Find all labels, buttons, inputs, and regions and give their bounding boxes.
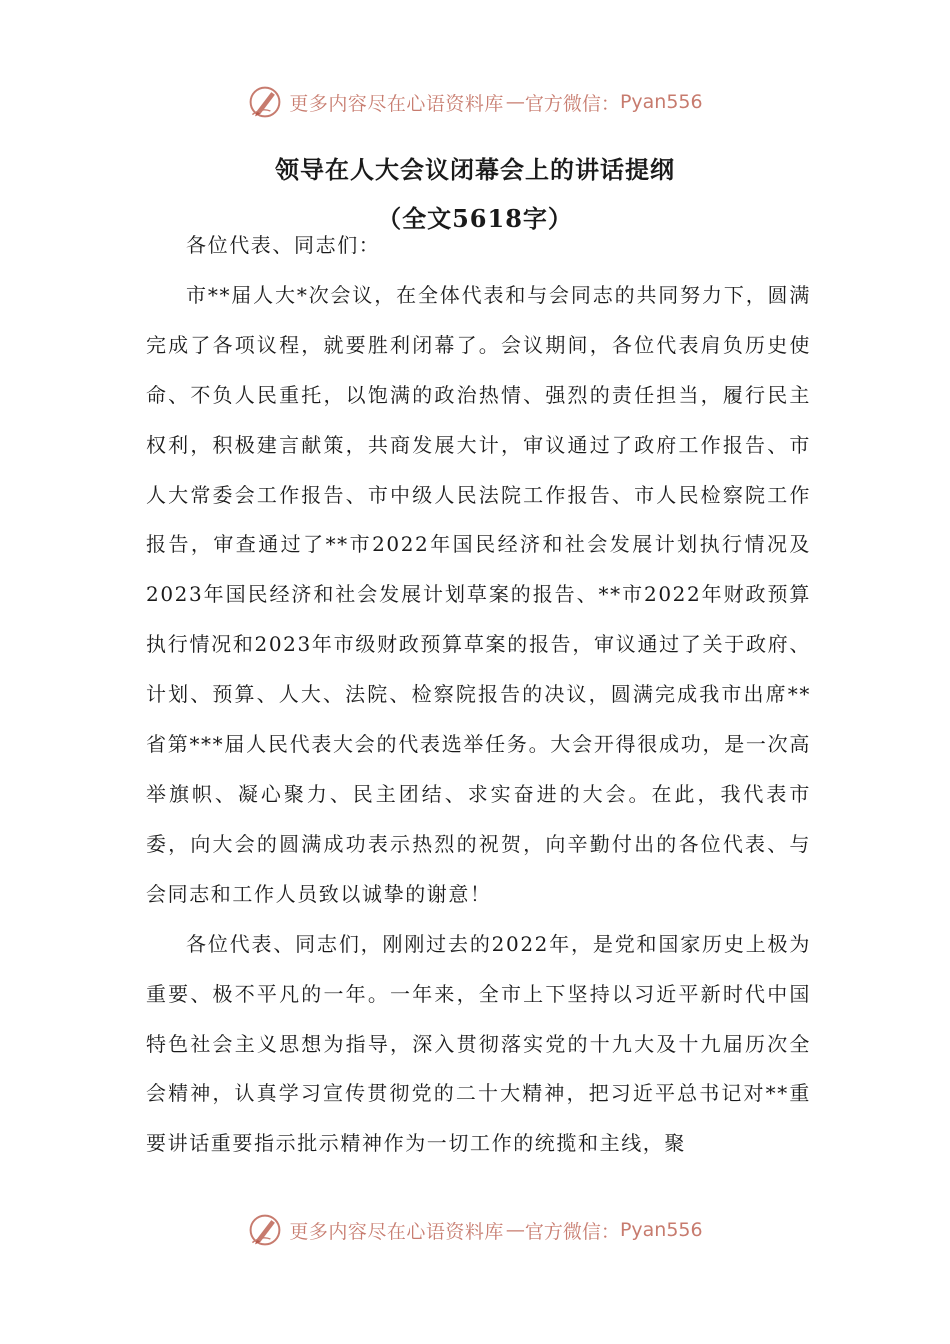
watermark-dash: —	[505, 1219, 523, 1241]
watermark-header	[0, 82, 950, 122]
paragraph: 各位代表、同志们，刚刚过去的2022年，是党和国家历史上极为重要、极不平凡的一年。一年来，全市上下坚持以习近平新时代中国特色社会主义思想为指导，深入贯彻落实党的十九大及十九届历次全会精神，认真学习宣传贯彻党的二十大精神，把习近平总书记对**重要讲话重要指示批示精神作为一切工作的统揽和主线，聚	[146, 931, 811, 1156]
document-title: 领导在人大会议闭幕会上的讲话提纲	[275, 155, 675, 184]
document-body	[146, 221, 811, 1169]
watermark-account: Pyan556	[619, 91, 703, 113]
document-subtitle: （全文5618字）	[377, 204, 573, 233]
watermark-label: 官方微信：	[524, 92, 620, 115]
watermark-dash: —	[505, 91, 523, 113]
pen-logo-icon	[247, 84, 283, 120]
watermark-label: 官方微信：	[524, 1220, 620, 1243]
watermark-text: 更多内容尽在心语资料库	[289, 92, 504, 115]
paragraph-salutation: 各位代表、同志们：	[186, 233, 381, 257]
paragraph: 市**届人大*次会议，在全体代表和与会同志的共同努力下，圆满完成了各项议程，就要胜利闭幕了。会议期间，各位代表肩负历史使命、不负人民重托，以饱满的政治热情、强烈的责任担当，履行民主权利，积极建言献策，共商发展大计，审议通过了政府工作报告、市人大常委会工作报告、市中级人民法院工作报告、市人民检察院工作报告，审查通过了**市2022年国民经济和社会发展计划执行情况及2023年国民经济和社会发展计划草案的报告、**市2022年财政预算执行情况和2023年市级财政预算草案的报告，审议通过了关于政府、计划、预算、人大、法院、检察院报告的决议，圆满完成我市出席**省第***届人民代表大会的代表选举任务。大会开得很成功，是一次高举旗帜、凝心聚力、民主团结、求实奋进的大会。在此，我代表市委，向大会的圆满成功表示热烈的祝贺，向辛勤付出的各位代表、与会同志和工作人员致以诚挚的谢意！	[146, 282, 811, 906]
watermark-account: Pyan556	[619, 1219, 703, 1241]
watermark-text: 更多内容尽在心语资料库	[289, 1220, 504, 1243]
watermark-footer	[0, 1210, 950, 1250]
pen-logo-icon	[247, 1212, 283, 1248]
